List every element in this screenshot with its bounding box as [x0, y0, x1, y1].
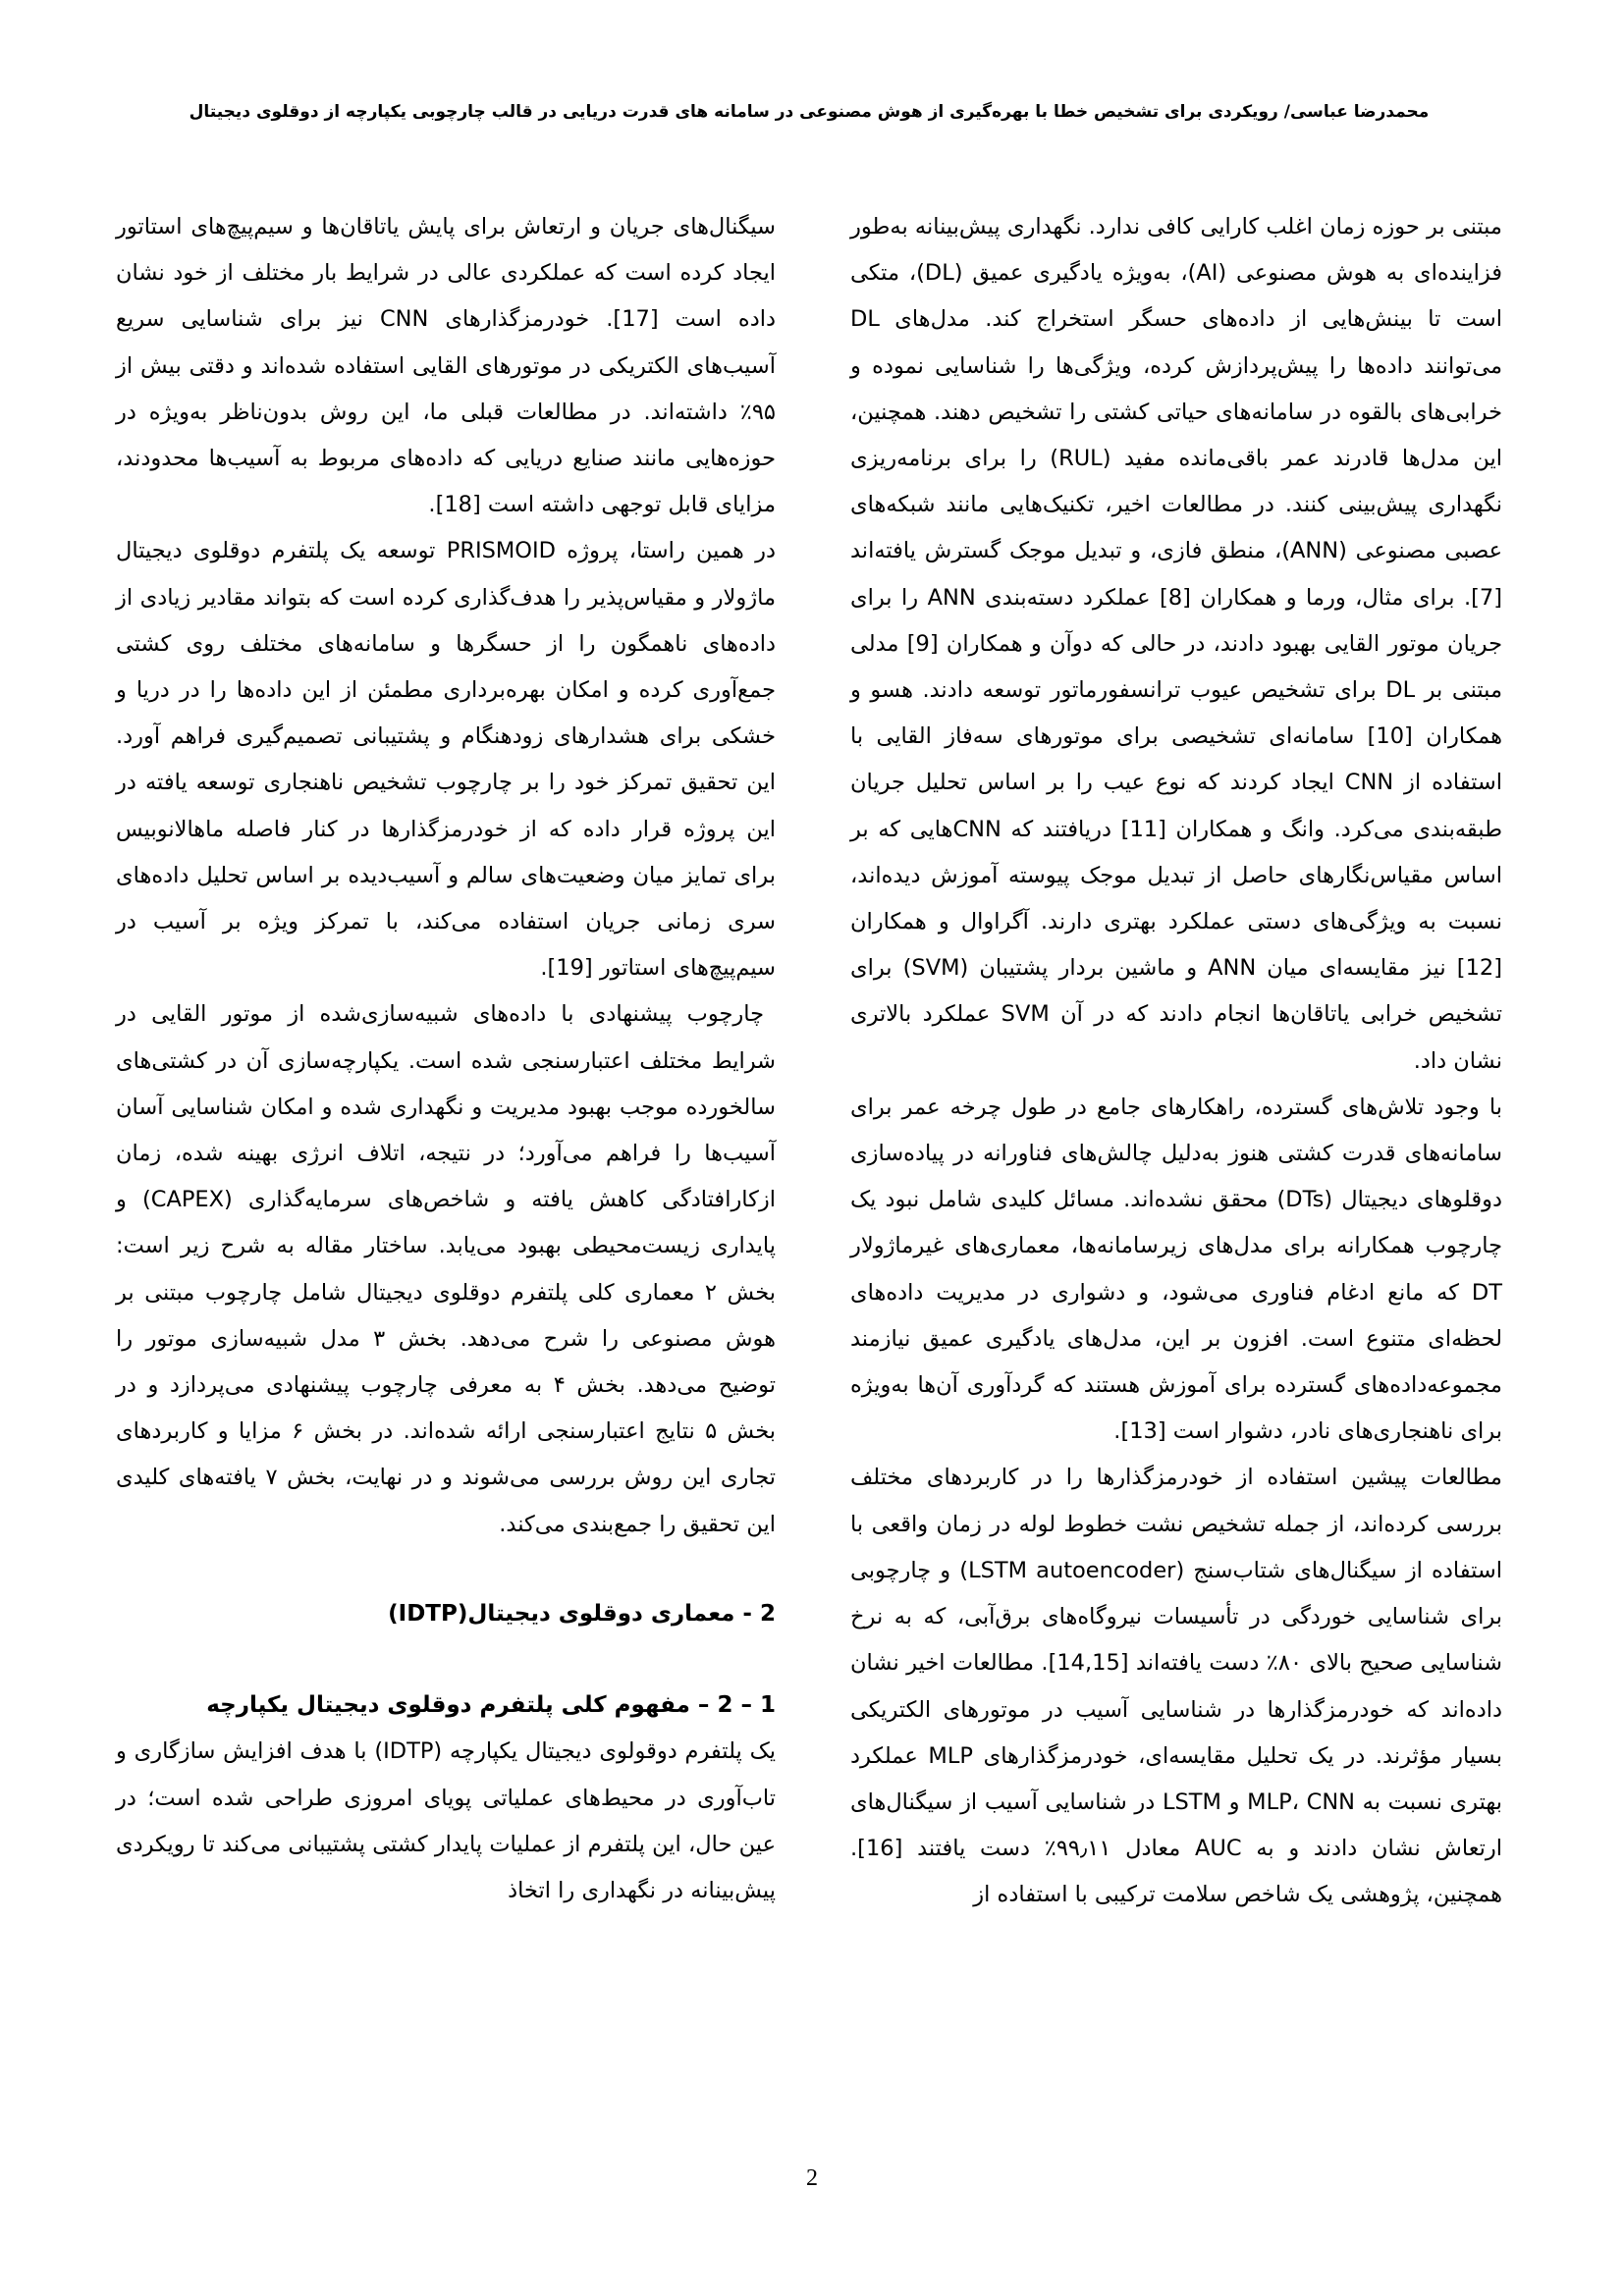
body-paragraph: در همین راستا، پروژه PRISMOID توسعه یک پلتفرم دوقلوی دیجیتال ماژولار و مقیاس‌پذیر را هدف‌گذاری کرده است که بتواند مقادیر زیادی از داده‌های ناهمگون را از حسگرها و سامانه‌های مختلف روی کشتی جمع‌آوری کرده و امکان بهره‌برداری مطمئن از این داده‌ها را در دریا و خشکی برای هشدارهای زودهنگام و پشتیبانی تصمیم‌گیری فراهم آورد. این تحقیق تمرکز خود را بر چارچوب تشخیص ناهنجاری توسعه یافته در این پروژه قرار داده که از خودرمزگذارها در کنار فاصله ماهالانوبیس برای تمایز میان وضعیت‌های سالم و آسیب‌دیده بر اساس تحلیل داده‌های سری زمانی جریان استفاده می‌کند، با تمرکز ویژه بر آسیب در سیم‌پیچ‌های استاتور [19]. — [116, 538, 776, 982]
body-paragraph: یک پلتفرم دوقولوی دیجیتال یکپارچه (IDTP) با هدف افزایش سازگاری و تاب‌آوری در محیط‌های عملیاتی پویای امروزی طراحی شده است؛ در عین حال، این پلتفرم از عملیات پایدار کشتی پشتیبانی می‌کند تا رویکردی پیش‌بینانه در نگهداری را اتخاذ — [116, 1738, 777, 1903]
left-column — [116, 204, 776, 1914]
body-paragraph: با وجود تلاش‌های گسترده، راهکارهای جامع در طول چرخه عمر برای سامانه‌های قدرت کشتی هنوز به‌دلیل چالش‌های فناورانه در پیاده‌سازی دوقلوهای دیجیتال (DTs) محقق نشده‌اند. مسائل کلیدی شامل نبود یک چارچوب همکارانه برای مدل‌های زیرسامانه‌ها، معماری‌های غیرماژولار DT که مانع ادغام فناوری می‌شود، و دشواری در مدیریت داده‌های لحظه‌ای متنوع است. افزون بر این، مدل‌های یادگیری عمیق نیازمند مجموعه‌داده‌های گسترده برای آموزش هستند که گردآوری آن‌ها به‌ویژه برای ناهنجاری‌های نادر، دشوار است [13]. — [850, 1094, 1503, 1445]
running-header: محمدرضا عباسی/ رویکردی برای تشخیص خطا با بهره‌گیری از هوش مصنوعی در سامانه های قدرت دریایی در قالب چارچوبی یکپارچه از دوقلوی دیجیتال — [189, 102, 1430, 122]
body-paragraph: سیگنال‌های جریان و ارتعاش برای پایش یاتاقان‌ها و سیم‌پیچ‌های استاتور ایجاد کرده است که عملکردی عالی در شرایط بار مختلف از خود نشان داده است [17]. خودرمزگذارهای CNN نیز برای شناسایی سریع آسیب‌های الکتریکی در موتورهای القایی استفاده شده‌اند و دقتی بیش از ۹۵٪ داشته‌اند. در مطالعات قبلی ما، این روش بدون‌ناظر به‌ویژه در حوزه‌هایی مانند صنایع دریایی که داده‌های مربوط به آسیب‌ها محدودند، مزایای قابل توجهی داشته است [18]. — [116, 214, 776, 518]
section-heading: 2 - معماری دوقلوی دیجیتال(IDTP) — [388, 1600, 776, 1627]
right-column — [850, 204, 1502, 1919]
body-paragraph: مبتنی بر حوزه زمان اغلب کارایی کافی ندارد. نگهداری پیش‌بینانه به‌طور فزاینده‌ای به هوش مصنوعی (AI)، به‌ویژه یادگیری عمیق (DL)، متکی است تا بینش‌هایی از داده‌های حسگر استخراج کند. مدل‌های DL می‌توانند داده‌ها را پیش‌پردازش کرده، ویژگی‌ها را شناسایی نموده و خرابی‌های بالقوه در سامانه‌های حیاتی کشتی را تشخیص دهند. همچنین، این مدل‌ها قادرند عمر باقی‌مانده مفید (RUL) را برای برنامه‌ریزی نگهداری پیش‌بینی کنند. در مطالعات اخیر، تکنیک‌هایی مانند شبکه‌های عصبی مصنوعی (ANN)، منطق فازی، و تبدیل موجک گسترش یافته‌اند [7]. برای مثال، ورما و همکاران [8] عملکرد دسته‌بندی ANN را برای جریان موتور القایی بهبود دادند، در حالی که دوآن و همکاران [9] مدلی مبتنی بر DL برای تشخیص عیوب ترانسفورماتور توسعه دادند. هسو و همکاران [10] سامانه‌ای تشخیصی برای موتورهای سه‌فاز القایی با استفاده از CNN ایجاد کردند که نوع عیب را بر اساس تحلیل جریان طبقه‌بندی می‌کرد. وانگ و همکاران [11] دریافتند که CNNهایی که بر اساس مقیاس‌نگارهای حاصل از تبدیل موجک پیوسته آموزش دیده‌اند، نسبت به ویژگی‌های دستی عملکرد بهتری دارند. آگراوال و همکاران [12] نیز مقایسه‌ای میان ANN و ماشین بردار پشتیبان (SVM) برای تشخیص خرابی یاتاقان‌ها انجام دادند که در آن SVM عملکرد بالاتری نشان داد. — [850, 214, 1503, 1074]
body-paragraph: مطالعات پیشین استفاده از خودرمزگذارها را در کاربردهای مختلف بررسی کرده‌اند، از جمله تشخیص نشت خطوط لوله در زمان واقعی با استفاده از سیگنال‌های شتاب‌سنج (LSTM autoencoder) و چارچوبی برای شناسایی خوردگی در تأسیسات نیروگاه‌های برق‌آبی، که به نرخ شناسایی صحیح بالای ۸۰٪ دست یافته‌اند [14,15]. مطالعات اخیر نشان داده‌اند که خودرمزگذارها در شناسایی آسیب در موتورهای الکتریکی بسیار مؤثرند. در یک تحلیل مقایسه‌ای، خودرمزگذارهای MLP عملکرد بهتری نسبت به MLP، CNN و LSTM در شناسایی آسیب از سیگنال‌های ارتعاش نشان دادند و به AUC معادل ۹۹٫۱۱٪ دست یافتند [16]. همچنین، پژوهشی یک شاخص سلامت ترکیبی با استفاده از — [850, 1465, 1503, 1908]
body-paragraph: چارچوب پیشنهادی با داده‌های شبیه‌سازی‌شده از موتور القایی در شرایط مختلف اعتبارسنجی شده است. یکپارچه‌سازی آن در کشتی‌های سالخورده موجب بهبود مدیریت و نگهداری شده و امکان شناسایی آسان آسیب‌ها را فراهم می‌آورد؛ در نتیجه، اتلاف انرژی بهینه شده، زمان ازکارافتادگی کاهش یافته و شاخص‌های سرمایه‌گذاری (CAPEX) و پایداری زیست‌محیطی بهبود می‌یابد. ساختار مقاله به شرح زیر است: بخش ۲ معماری کلی پلتفرم دوقلوی دیجیتال شامل چارچوب مبتنی بر هوش مصنوعی را شرح می‌دهد. بخش ۳ مدل شبیه‌سازی موتور را توضیح می‌دهد. بخش ۴ به معرفی چارچوب پیشنهادی می‌پردازد و در بخش ۵ نتایج اعتبارسنجی ارائه شده‌اند. در بخش ۶ مزایا و کاربردهای تجاری این روش بررسی می‌شوند و در نهایت، بخش ۷ یافته‌های کلیدی این تحقیق را جمع‌بندی می‌کند. — [116, 1001, 777, 1537]
page-number: 2 — [806, 2165, 818, 2191]
subsection-heading: 1 – 2 – مفهوم کلی پلتفرم دوقلوی دیجیتال یکپارچه — [206, 1692, 776, 1719]
